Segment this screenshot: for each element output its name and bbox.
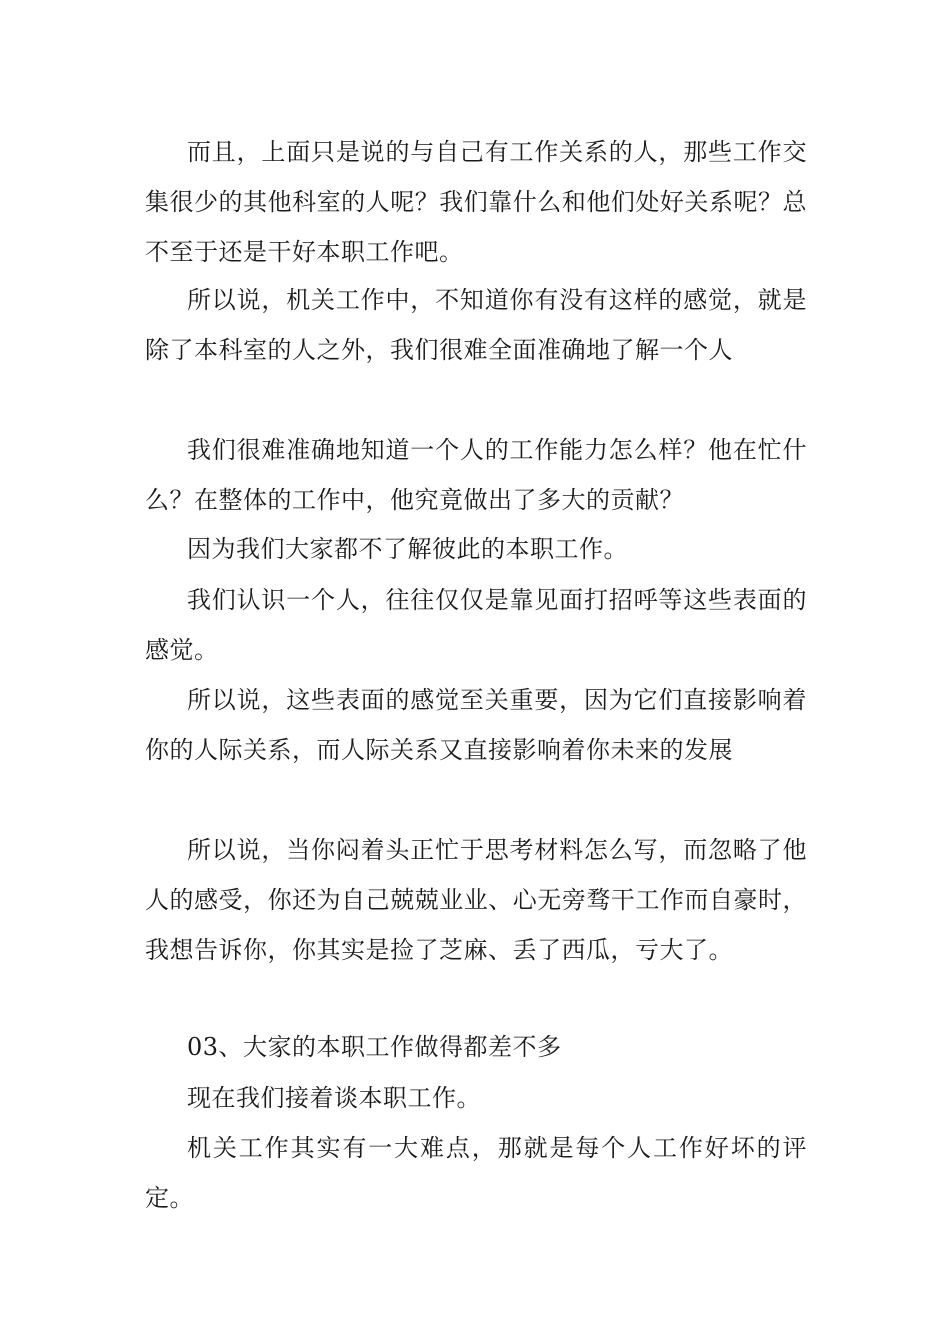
paragraph-4: 因为我们大家都不了解彼此的本职工作。 bbox=[187, 535, 628, 563]
paragraph-6: 所以说，这些表面的感觉至关重要，因为它们直接影响着你的人际关系，而人际关系又直接影响着你未来的发展 bbox=[145, 686, 807, 764]
paragraph-2: 所以说，机关工作中，不知道你有没有这样的感觉，就是除了本科室的人之外，我们很难全面准确地了解一个人 bbox=[145, 286, 807, 364]
paragraph-3: 我们很难准确地知道一个人的工作能力怎么样？他在忙什么？在整体的工作中，他究竟做出了多大的贡献？ bbox=[145, 436, 807, 514]
paragraph-9: 机关工作其实有一大难点，那就是每个人工作好坏的评定。 bbox=[145, 1134, 807, 1212]
paragraph-1: 而且，上面只是说的与自己有工作关系的人，那些工作交集很少的其他科室的人呢？我们靠什么和他们处好关系呢？总不至于还是干好本职工作吧。 bbox=[145, 138, 807, 266]
paragraph-5: 我们认识一个人，往往仅仅是靠见面打招呼等这些表面的感觉。 bbox=[145, 586, 807, 664]
paragraph-8: 现在我们接着谈本职工作。 bbox=[187, 1084, 481, 1112]
section-heading: 03、大家的本职工作做得都差不多 bbox=[187, 1033, 562, 1061]
paragraph-7: 所以说，当你闷着头正忙于思考材料怎么写，而忽略了他人的感受，你还为自己兢兢业业、心无旁骛干工作而自豪时，我想告诉你，你其实是捡了芝麻、丢了西瓜，亏大了。 bbox=[145, 836, 807, 964]
